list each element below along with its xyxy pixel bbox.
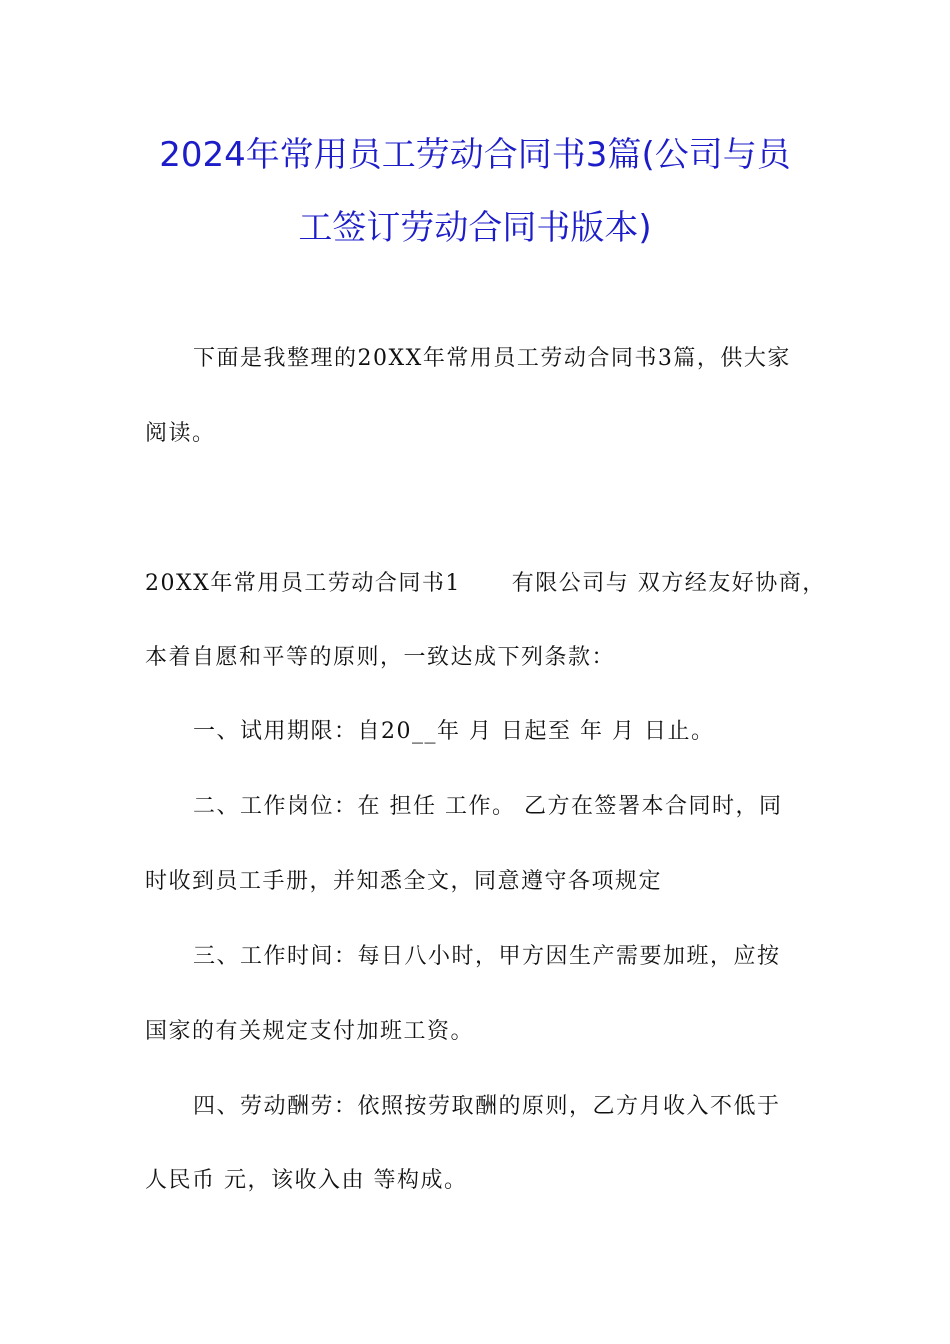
clause-4-line-2: 人民币 元，该收入由 等构成。 — [145, 1168, 468, 1193]
clause-1-line-1: 一、试用期限：自20__年 月 日起至 年 月 日止。 — [193, 719, 715, 744]
contract-heading-line-2: 本着自愿和平等的原则，一致达成下列条款： — [145, 645, 616, 670]
clause-3-line-2: 国家的有关规定支付加班工资。 — [145, 1019, 475, 1044]
contract-heading-line-1: 20XX年常用员工劳动合同书1 有限公司与 双方经友好协商， — [145, 571, 826, 596]
intro-paragraph-line-1: 下面是我整理的20XX年常用员工劳动合同书3篇，供大家 — [193, 346, 791, 371]
document-title-line-2: 工签订劳动合同书版本) — [298, 208, 652, 248]
clause-2-line-1: 二、工作岗位：在 担任 工作。 乙方在签署本合同时，同 — [193, 794, 783, 819]
intro-paragraph-line-2: 阅读。 — [145, 421, 216, 446]
clause-2-line-2: 时收到员工手册，并知悉全文，同意遵守各项规定 — [145, 869, 663, 894]
clause-3-line-1: 三、工作时间：每日八小时，甲方因生产需要加班，应按 — [193, 944, 781, 969]
clause-4-line-1: 四、劳动酬劳：依照按劳取酬的原则，乙方月收入不低于 — [193, 1094, 781, 1119]
document-title-line-1: 2024年常用员工劳动合同书3篇(公司与员 — [159, 135, 791, 175]
